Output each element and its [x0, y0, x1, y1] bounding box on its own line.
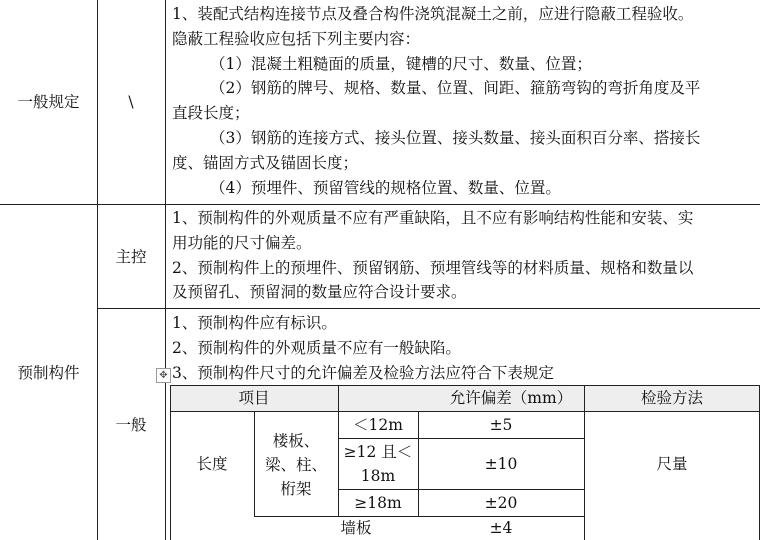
text-line: （4）预埋件、预留管线的规格位置、数量、位置。	[210, 178, 561, 197]
general-sub-label: \	[128, 93, 134, 111]
method-value: 尺量	[656, 454, 688, 473]
tolerance-table	[170, 385, 760, 540]
tolerance-value: ±20	[484, 493, 518, 512]
text-line: 1、装配式结构连接节点及叠合构件浇筑混凝土之前，应进行隐蔽工程验收。	[172, 5, 694, 23]
header-item: 项目	[238, 389, 270, 407]
general-items-text	[172, 311, 758, 385]
member-group-label: 楼板、梁、柱、桁架	[264, 432, 327, 498]
main-control-label: 主控	[115, 247, 147, 266]
tolerance-value: ±5	[489, 415, 513, 434]
text-line: 直段长度；	[172, 104, 250, 123]
text-line: 1、预制构件的外观质量不应有严重缺陷，且不应有影响结构性能和安装、实	[172, 209, 694, 227]
text-line: （2）钢筋的牌号、规格、数量、位置、间距、箍筋弯钩的弯折角度及平	[210, 79, 701, 98]
move-handle-icon[interactable]: ✥	[156, 368, 171, 383]
header-method: 检验方法	[640, 389, 703, 407]
prefab-category-label: 预制构件	[17, 363, 80, 382]
text-line: 1、预制构件应有标识。	[172, 314, 337, 332]
length-label: 长度	[196, 454, 228, 473]
text-line: 度、锚固方式及锚固长度；	[172, 153, 359, 172]
main-control-text	[172, 206, 758, 305]
range-cell: ＜12m	[353, 415, 403, 434]
grid-line	[254, 411, 255, 516]
range-cell: ≥12 且＜18m	[343, 442, 413, 485]
tolerance-value: ±10	[484, 454, 518, 473]
text-line: 及预留孔、预留洞的数量应符合设计要求。	[172, 283, 467, 302]
text-line: 3、预制构件尺寸的允许偏差及检验方法应符合下表规定	[172, 363, 554, 382]
general-items-label: 一般	[115, 416, 147, 434]
text-line: （1）混凝土粗糙面的质量，键槽的尺寸、数量、位置；	[210, 54, 592, 73]
text-line: （3）钢筋的连接方式、接头位置、接头数量、接头面积百分率、搭接长	[210, 128, 701, 147]
text-line: 2、预制构件的外观质量不应有一般缺陷。	[172, 338, 461, 357]
wall-label: 墙板	[340, 519, 372, 537]
grid-line	[418, 411, 419, 516]
grid-line	[165, 0, 166, 540]
general-category-label: 一般规定	[17, 93, 80, 111]
general-provisions-text	[172, 2, 758, 200]
grid-line	[97, 308, 760, 309]
text-line: 2、预制构件上的预埋件、预留钢筋、预埋管线等的材料质量、规格和数量以	[172, 258, 694, 277]
header-tolerance: 允许偏差（mm）	[449, 389, 573, 407]
text-line: 用功能的尺寸偏差。	[172, 233, 312, 252]
range-cell: ≥18m	[354, 493, 402, 512]
text-line: 隐蔽工程验收应包括下列主要内容：	[172, 29, 421, 48]
wall-value: ±4	[489, 519, 513, 537]
